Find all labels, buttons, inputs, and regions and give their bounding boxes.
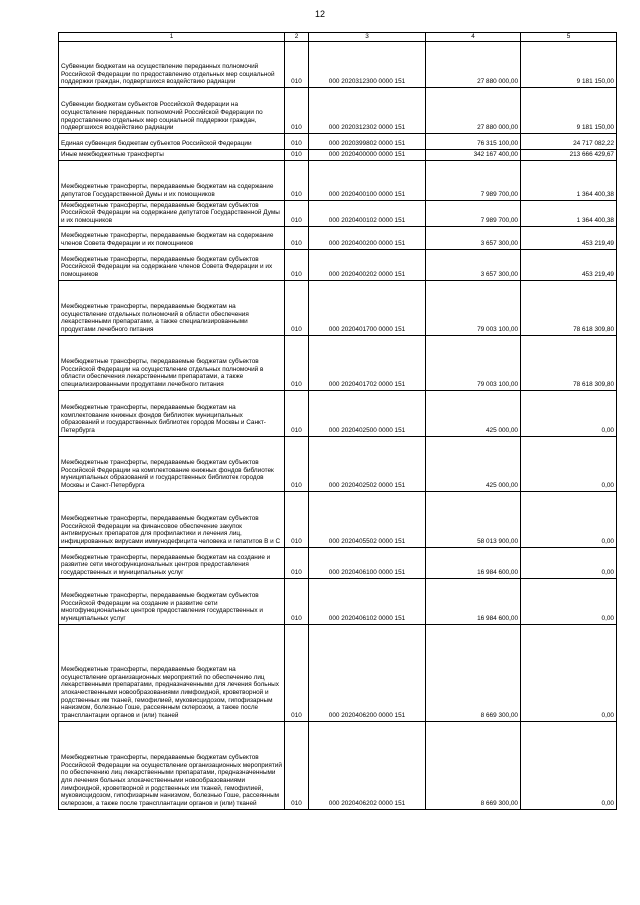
- table-row: [59, 150, 617, 161]
- row-name: Межбюджетные трансферты, передаваемые бюджетам на осуществление организационных мероприятий по обеспечению лиц лекарственными препаратами, предназначенными для лечения больных злокачественными новообразованиями лимфоидной, кроветворной и родственных им тканей, гемофилией, муковисцидозом, гипофизарным нанизмом, болезнью Гоше, рассеянным склерозом, а также после трансплантации органов и (или) тканей: [59, 624, 285, 721]
- row-kbk: 000 2020400100 0000 151: [309, 160, 426, 200]
- row-plan: 79 003 100,00: [426, 280, 521, 335]
- row-code: 010: [285, 42, 309, 88]
- row-kbk: 000 2020400000 0000 151: [309, 150, 426, 161]
- row-plan: 58 013 900,00: [426, 491, 521, 547]
- row-plan: 8 669 300,00: [426, 624, 521, 721]
- row-plan: 3 657 300,00: [426, 249, 521, 280]
- row-name: Единая субвенция бюджетам субъектов Российской Федерации: [59, 134, 285, 150]
- row-fact: 0,00: [521, 578, 617, 624]
- row-kbk: 000 2020400202 0000 151: [309, 249, 426, 280]
- row-code: 010: [285, 150, 309, 161]
- row-name: Межбюджетные трансферты, передаваемые бюджетам субъектов Российской Федерации на содержание депутатов Государственной Думы и их помощников: [59, 200, 285, 226]
- table-row: [59, 249, 617, 280]
- row-code: 010: [285, 134, 309, 150]
- table-header-row: [59, 33, 617, 42]
- row-kbk: 000 2020400102 0000 151: [309, 200, 426, 226]
- row-code: 010: [285, 249, 309, 280]
- row-kbk: 000 2020402500 0000 151: [309, 390, 426, 436]
- table-row: [59, 578, 617, 624]
- row-fact: 0,00: [521, 547, 617, 578]
- row-plan: 16 984 600,00: [426, 578, 521, 624]
- row-code: 010: [285, 491, 309, 547]
- row-code: 010: [285, 390, 309, 436]
- row-fact: 213 666 429,67: [521, 150, 617, 161]
- row-kbk: 000 2020406202 0000 151: [309, 721, 426, 809]
- row-code: 010: [285, 226, 309, 249]
- row-fact: 24 717 082,22: [521, 134, 617, 150]
- row-kbk: 000 2020405502 0000 151: [309, 491, 426, 547]
- row-kbk: 000 2020406200 0000 151: [309, 624, 426, 721]
- row-fact: 1 364 400,38: [521, 160, 617, 200]
- row-fact: 453 219,49: [521, 226, 617, 249]
- row-plan: 425 000,00: [426, 436, 521, 491]
- table-row: [59, 491, 617, 547]
- table-row: [59, 721, 617, 809]
- row-plan: 76 315 100,00: [426, 134, 521, 150]
- row-kbk: 000 2020312302 0000 151: [309, 88, 426, 134]
- header-col-1: 1: [59, 33, 285, 42]
- row-name: Иные межбюджетные трансферты: [59, 150, 285, 161]
- row-fact: 453 219,49: [521, 249, 617, 280]
- row-name: Межбюджетные трансферты, передаваемые бюджетам на комплектование книжных фондов библиотек муниципальных образований и государственных библиотек городов Москвы и Санкт-Петербурга: [59, 390, 285, 436]
- row-code: 010: [285, 335, 309, 390]
- row-fact: 0,00: [521, 721, 617, 809]
- table-row: [59, 42, 617, 88]
- row-plan: 27 880 000,00: [426, 88, 521, 134]
- row-kbk: 000 2020401702 0000 151: [309, 335, 426, 390]
- row-kbk: 000 2020406102 0000 151: [309, 578, 426, 624]
- row-kbk: 000 2020399802 0000 151: [309, 134, 426, 150]
- row-plan: 27 880 000,00: [426, 42, 521, 88]
- table-row: [59, 160, 617, 200]
- table-row: [59, 436, 617, 491]
- row-name: Межбюджетные трансферты, передаваемые бюджетам на создание и развитие сети многофункциональных центров предоставления государственных и муниципальных услуг: [59, 547, 285, 578]
- row-kbk: 000 2020401700 0000 151: [309, 280, 426, 335]
- row-plan: 342 167 400,00: [426, 150, 521, 161]
- row-fact: 0,00: [521, 491, 617, 547]
- row-code: 010: [285, 547, 309, 578]
- header-col-3: 3: [309, 33, 426, 42]
- row-plan: 8 669 300,00: [426, 721, 521, 809]
- row-plan: 425 000,00: [426, 390, 521, 436]
- row-fact: 0,00: [521, 624, 617, 721]
- table-row: [59, 624, 617, 721]
- table-row: [59, 547, 617, 578]
- row-code: 010: [285, 200, 309, 226]
- row-name: Межбюджетные трансферты, передаваемые бюджетам субъектов Российской Федерации на содержание членов Совета Федерации и их помощников: [59, 249, 285, 280]
- row-code: 010: [285, 160, 309, 200]
- row-fact: 1 364 400,38: [521, 200, 617, 226]
- table-row: [59, 200, 617, 226]
- row-kbk: 000 2020312300 0000 151: [309, 42, 426, 88]
- row-fact: 78 618 309,80: [521, 280, 617, 335]
- table-row: [59, 390, 617, 436]
- row-kbk: 000 2020400200 0000 151: [309, 226, 426, 249]
- header-col-2: 2: [285, 33, 309, 42]
- row-plan: 16 984 600,00: [426, 547, 521, 578]
- budget-report-table: [58, 32, 617, 810]
- row-name: Межбюджетные трансферты, передаваемые бюджетам на содержание членов Совета Федерации и их помощников: [59, 226, 285, 249]
- row-plan: 3 657 300,00: [426, 226, 521, 249]
- table-row: [59, 226, 617, 249]
- row-kbk: 000 2020402502 0000 151: [309, 436, 426, 491]
- header-col-4: 4: [426, 33, 521, 42]
- row-name: Межбюджетные трансферты, передаваемые бюджетам субъектов Российской Федерации на финансовое обеспечение закупок антивирусных препаратов для профилактики и лечения лиц, инфицированных вирусами иммунодефицита человека и гепатитов B и C: [59, 491, 285, 547]
- row-fact: 9 181 150,00: [521, 88, 617, 134]
- row-plan: 7 989 700,00: [426, 200, 521, 226]
- table-row: [59, 280, 617, 335]
- row-code: 010: [285, 436, 309, 491]
- row-kbk: 000 2020406100 0000 151: [309, 547, 426, 578]
- row-code: 010: [285, 624, 309, 721]
- row-name: Межбюджетные трансферты, передаваемые бюджетам субъектов Российской Федерации на осуществление отдельных полномочий в области обеспечения лекарственными препаратами, а также специализированными продуктами лечебного питания: [59, 335, 285, 390]
- row-name: Межбюджетные трансферты, передаваемые бюджетам на осуществление отдельных полномочий в области обеспечения лекарственными препаратами, а также специализированными продуктами лечебного питания: [59, 280, 285, 335]
- table-row: [59, 88, 617, 134]
- table-row: [59, 134, 617, 150]
- row-code: 010: [285, 280, 309, 335]
- row-fact: 78 618 309,80: [521, 335, 617, 390]
- row-name: Субвенции бюджетам субъектов Российской Федерации на осуществление переданных полномочий Российской Федерации по предоставлению отдельных мер социальной поддержки граждан, подвергшихся воздействию радиации: [59, 88, 285, 134]
- page-number: 12: [314, 9, 325, 19]
- row-fact: 0,00: [521, 390, 617, 436]
- row-name: Межбюджетные трансферты, передаваемые бюджетам на содержание депутатов Государственной Думы и их помощников: [59, 160, 285, 200]
- row-code: 010: [285, 88, 309, 134]
- row-name: Межбюджетные трансферты, передаваемые бюджетам субъектов Российской Федерации на осуществление организационных мероприятий по обеспечению лиц лекарственными препаратами, предназначенными для лечения больных злокачественными новообразованиями лимфоидной, кроветворной и родственных им тканей, гемофилией, муковисцидозом, гипофизарным нанизмом, болезнью Гоше, рассеянным склерозом, а также после трансплантации органов и (или) тканей: [59, 721, 285, 809]
- table-row: [59, 335, 617, 390]
- row-name: Межбюджетные трансферты, передаваемые бюджетам субъектов Российской Федерации на комплектование книжных фондов библиотек муниципальных образований и государственных библиотек городов Москвы и Санкт-Петербурга: [59, 436, 285, 491]
- row-plan: 7 989 700,00: [426, 160, 521, 200]
- row-code: 010: [285, 578, 309, 624]
- row-name: Межбюджетные трансферты, передаваемые бюджетам субъектов Российской Федерации на создание и развитие сети многофункциональных центров предоставления государственных и муниципальных услуг: [59, 578, 285, 624]
- row-fact: 0,00: [521, 436, 617, 491]
- row-plan: 79 003 100,00: [426, 335, 521, 390]
- row-code: 010: [285, 721, 309, 809]
- row-name: Субвенции бюджетам на осуществление переданных полномочий Российской Федерации по предоставлению отдельных мер социальной поддержки граждан, подвергшихся воздействию радиации: [59, 42, 285, 88]
- header-col-5: 5: [521, 33, 617, 42]
- row-fact: 9 181 150,00: [521, 42, 617, 88]
